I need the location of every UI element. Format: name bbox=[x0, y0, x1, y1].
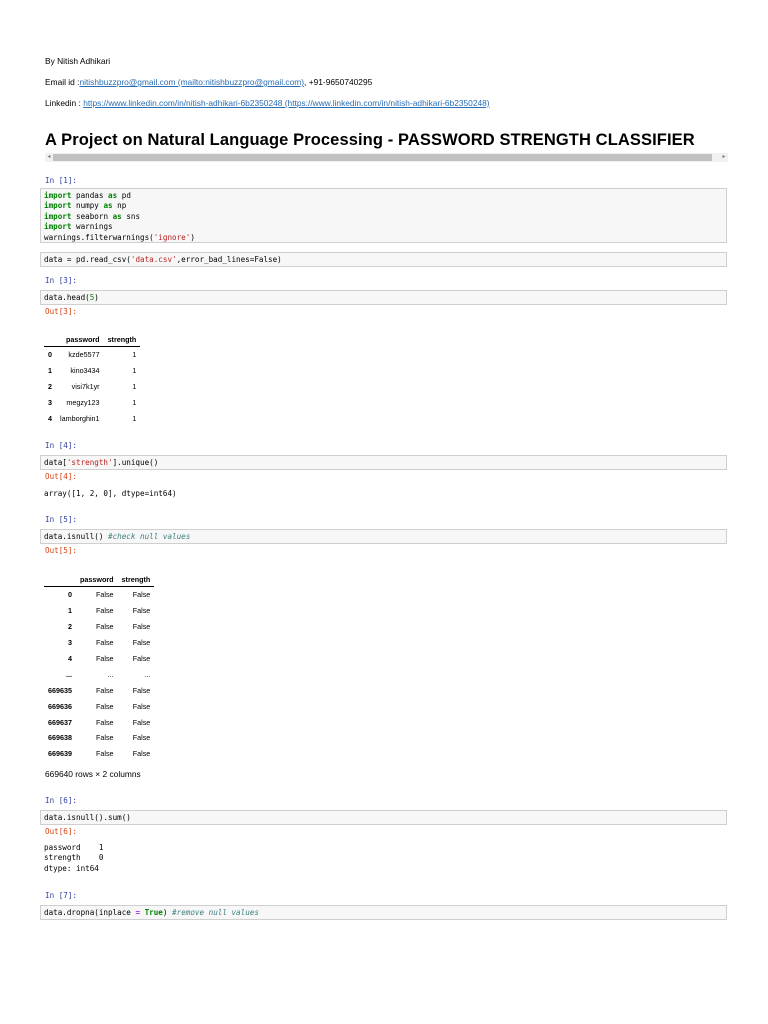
table-row bbox=[44, 363, 140, 379]
code-token: pandas bbox=[71, 191, 109, 200]
row-index: 1 bbox=[48, 366, 52, 376]
scroll-right-icon[interactable]: ▸ bbox=[722, 154, 726, 160]
code-comment: #check null values bbox=[108, 532, 191, 541]
code-token: data.isnull() bbox=[44, 532, 109, 541]
input-prompt: In [7]: bbox=[45, 891, 78, 900]
table-row bbox=[44, 746, 154, 762]
row-index: 4 bbox=[48, 414, 52, 423]
code-text bbox=[44, 908, 723, 918]
table-row bbox=[44, 666, 154, 682]
table-cell: False bbox=[95, 590, 114, 600]
code-token: data[ bbox=[44, 458, 67, 467]
code-token: sns bbox=[121, 211, 141, 221]
code-cell[interactable] bbox=[40, 905, 727, 920]
input-prompt: In [4]: bbox=[45, 441, 78, 450]
input-prompt: In [5]: bbox=[45, 515, 78, 524]
table-cell: 1 bbox=[132, 366, 137, 376]
row-index: 2 bbox=[48, 382, 52, 392]
table-row bbox=[44, 698, 154, 714]
row-index: 669637 bbox=[48, 717, 72, 727]
table-cell: False bbox=[95, 749, 114, 759]
code-cell[interactable] bbox=[40, 290, 727, 305]
table-cell: False bbox=[132, 733, 151, 743]
output-prompt: Out[5]: bbox=[45, 546, 78, 555]
code-keyword: as bbox=[103, 201, 113, 211]
table-row bbox=[44, 347, 140, 363]
table-row bbox=[44, 587, 154, 603]
code-token: pd bbox=[117, 191, 131, 200]
column-header: password bbox=[76, 570, 118, 587]
input-prompt: In [3]: bbox=[45, 276, 78, 285]
code-text bbox=[44, 191, 723, 243]
code-cell[interactable] bbox=[40, 455, 727, 470]
dataframe-isnull-table bbox=[44, 570, 154, 762]
row-index: 669638 bbox=[48, 733, 72, 743]
table-row bbox=[44, 603, 154, 619]
code-keyword: import bbox=[44, 201, 72, 211]
table-cell: visi7k1yr bbox=[71, 382, 100, 392]
code-cell[interactable] bbox=[40, 810, 727, 825]
input-prompt: In [6]: bbox=[45, 796, 78, 805]
table-row bbox=[44, 411, 140, 427]
code-token: data.dropna(inplace bbox=[44, 908, 136, 917]
table-cell: False bbox=[95, 685, 114, 695]
table-cell: False bbox=[95, 733, 114, 743]
index-header bbox=[44, 330, 56, 347]
table-cell: False bbox=[95, 622, 114, 632]
row-index: 3 bbox=[67, 638, 72, 648]
table-cell: kzde5577 bbox=[68, 350, 100, 360]
linkedin-line bbox=[45, 98, 490, 109]
code-token: data.head( bbox=[44, 293, 90, 302]
row-index: 0 bbox=[48, 350, 52, 360]
row-index: 3 bbox=[48, 398, 52, 408]
row-index: ... bbox=[65, 669, 72, 679]
code-token: data = pd.read_csv( bbox=[44, 255, 131, 264]
code-string: 'data.csv' bbox=[130, 255, 177, 264]
code-keyword: import bbox=[44, 191, 72, 200]
table-cell: False bbox=[132, 701, 151, 711]
row-index: 1 bbox=[67, 606, 72, 616]
table-cell: False bbox=[132, 749, 151, 759]
row-index: 669636 bbox=[48, 701, 72, 711]
code-string: 'ignore' bbox=[153, 232, 191, 242]
table-row bbox=[44, 682, 154, 698]
output-prompt: Out[6]: bbox=[45, 827, 78, 836]
table-cell: False bbox=[132, 622, 151, 632]
code-token: np bbox=[112, 201, 127, 211]
table-cell: False bbox=[132, 685, 151, 695]
table-row bbox=[44, 635, 154, 651]
column-header: strength bbox=[118, 570, 155, 587]
code-token: numpy bbox=[71, 201, 104, 211]
table-cell: False bbox=[95, 638, 114, 648]
index-header bbox=[44, 570, 76, 587]
page-title: A Project on Natural Language Processing - PASSWORD STRENGTH CLASSIFIER bbox=[45, 131, 695, 149]
linkedin-prefix: Linkedin : bbox=[45, 98, 84, 108]
author-line: By Nitish Adhikari bbox=[45, 56, 111, 66]
row-index: 4 bbox=[67, 654, 72, 663]
table-cell: False bbox=[132, 654, 151, 663]
code-keyword: True bbox=[144, 908, 163, 917]
code-operator: = bbox=[135, 908, 141, 917]
table-cell: 1 bbox=[132, 382, 137, 392]
table-cell: 1 bbox=[132, 414, 137, 423]
code-cell[interactable] bbox=[40, 188, 727, 243]
code-keyword: import bbox=[44, 222, 72, 232]
table-cell: False bbox=[132, 606, 151, 616]
code-comment: #remove null values bbox=[172, 908, 259, 917]
code-text bbox=[44, 532, 723, 542]
table-row bbox=[44, 395, 140, 411]
table-cell: 1 bbox=[132, 398, 137, 408]
row-index: 669635 bbox=[48, 685, 72, 695]
table-cell: False bbox=[132, 717, 151, 727]
code-keyword: as bbox=[108, 191, 118, 200]
table-cell: False bbox=[95, 701, 114, 711]
row-index: 2 bbox=[67, 622, 72, 632]
code-token: ) bbox=[94, 293, 99, 302]
code-text bbox=[44, 458, 723, 468]
table-cell: False bbox=[132, 638, 151, 648]
table-row bbox=[44, 619, 154, 635]
table-cell: kino3434 bbox=[70, 366, 100, 376]
horizontal-scrollbar[interactable] bbox=[45, 153, 728, 162]
table-row bbox=[44, 714, 154, 730]
code-token: data.isnull().sum() bbox=[44, 813, 131, 822]
email-suffix: , +91-9650740295 bbox=[304, 77, 373, 87]
rows-info: 669640 rows × 2 columns bbox=[45, 769, 141, 779]
dataframe-head-table bbox=[44, 330, 140, 426]
code-token: ) bbox=[162, 908, 173, 917]
null-sum-output: password 1 strength 0 dtype: int64 bbox=[44, 843, 104, 873]
code-token: ,error_bad_lines=False) bbox=[176, 255, 282, 264]
table-row bbox=[44, 379, 140, 395]
table-cell: False bbox=[95, 606, 114, 616]
code-keyword: as bbox=[112, 211, 122, 221]
scrollbar-thumb[interactable] bbox=[53, 154, 712, 161]
code-text bbox=[44, 813, 723, 823]
scroll-left-icon[interactable]: ◂ bbox=[47, 154, 51, 160]
code-cell[interactable] bbox=[40, 529, 727, 544]
code-keyword: import bbox=[44, 211, 72, 221]
code-token: seaborn bbox=[71, 211, 113, 221]
code-cell[interactable] bbox=[40, 252, 727, 267]
table-cell: 1 bbox=[132, 350, 137, 360]
unique-output: array([1, 2, 0], dtype=int64) bbox=[44, 489, 177, 498]
table-cell: ... bbox=[144, 669, 151, 679]
table-cell: ... bbox=[107, 669, 114, 679]
table-row bbox=[44, 651, 154, 667]
code-text bbox=[44, 293, 723, 303]
code-token: ) bbox=[190, 232, 195, 242]
linkedin-link[interactable]: https://www.linkedin.com/in/nitish-adhikari-6b2350248 (https://www.linkedin.com/in/nitish-adhikari-6b2350248) bbox=[83, 98, 490, 108]
row-index: 669639 bbox=[48, 749, 72, 759]
code-text bbox=[44, 255, 723, 265]
table-row bbox=[44, 730, 154, 746]
input-prompt: In [1]: bbox=[45, 176, 78, 185]
table-cell: megzy123 bbox=[66, 398, 100, 408]
table-cell: False bbox=[132, 590, 151, 600]
code-token: ].unique() bbox=[112, 458, 159, 467]
table-cell: False bbox=[95, 654, 114, 663]
table-cell: lamborghin1 bbox=[60, 414, 100, 423]
code-string: 'strength' bbox=[66, 458, 113, 467]
email-prefix: Email id : bbox=[45, 77, 80, 87]
email-link[interactable]: nitishbuzzpro@gmail.com (mailto:nitishbuzzpro@gmail.com) bbox=[79, 77, 305, 87]
column-header: strength bbox=[104, 330, 141, 347]
output-prompt: Out[3]: bbox=[45, 307, 78, 316]
code-token: warnings.filterwarnings( bbox=[44, 232, 154, 242]
code-token: warnings bbox=[71, 222, 113, 232]
column-header: password bbox=[56, 330, 104, 347]
email-line bbox=[45, 77, 372, 88]
table-cell: False bbox=[95, 717, 114, 727]
output-prompt: Out[4]: bbox=[45, 472, 78, 481]
row-index: 0 bbox=[67, 590, 72, 600]
code-number: 5 bbox=[89, 293, 95, 302]
